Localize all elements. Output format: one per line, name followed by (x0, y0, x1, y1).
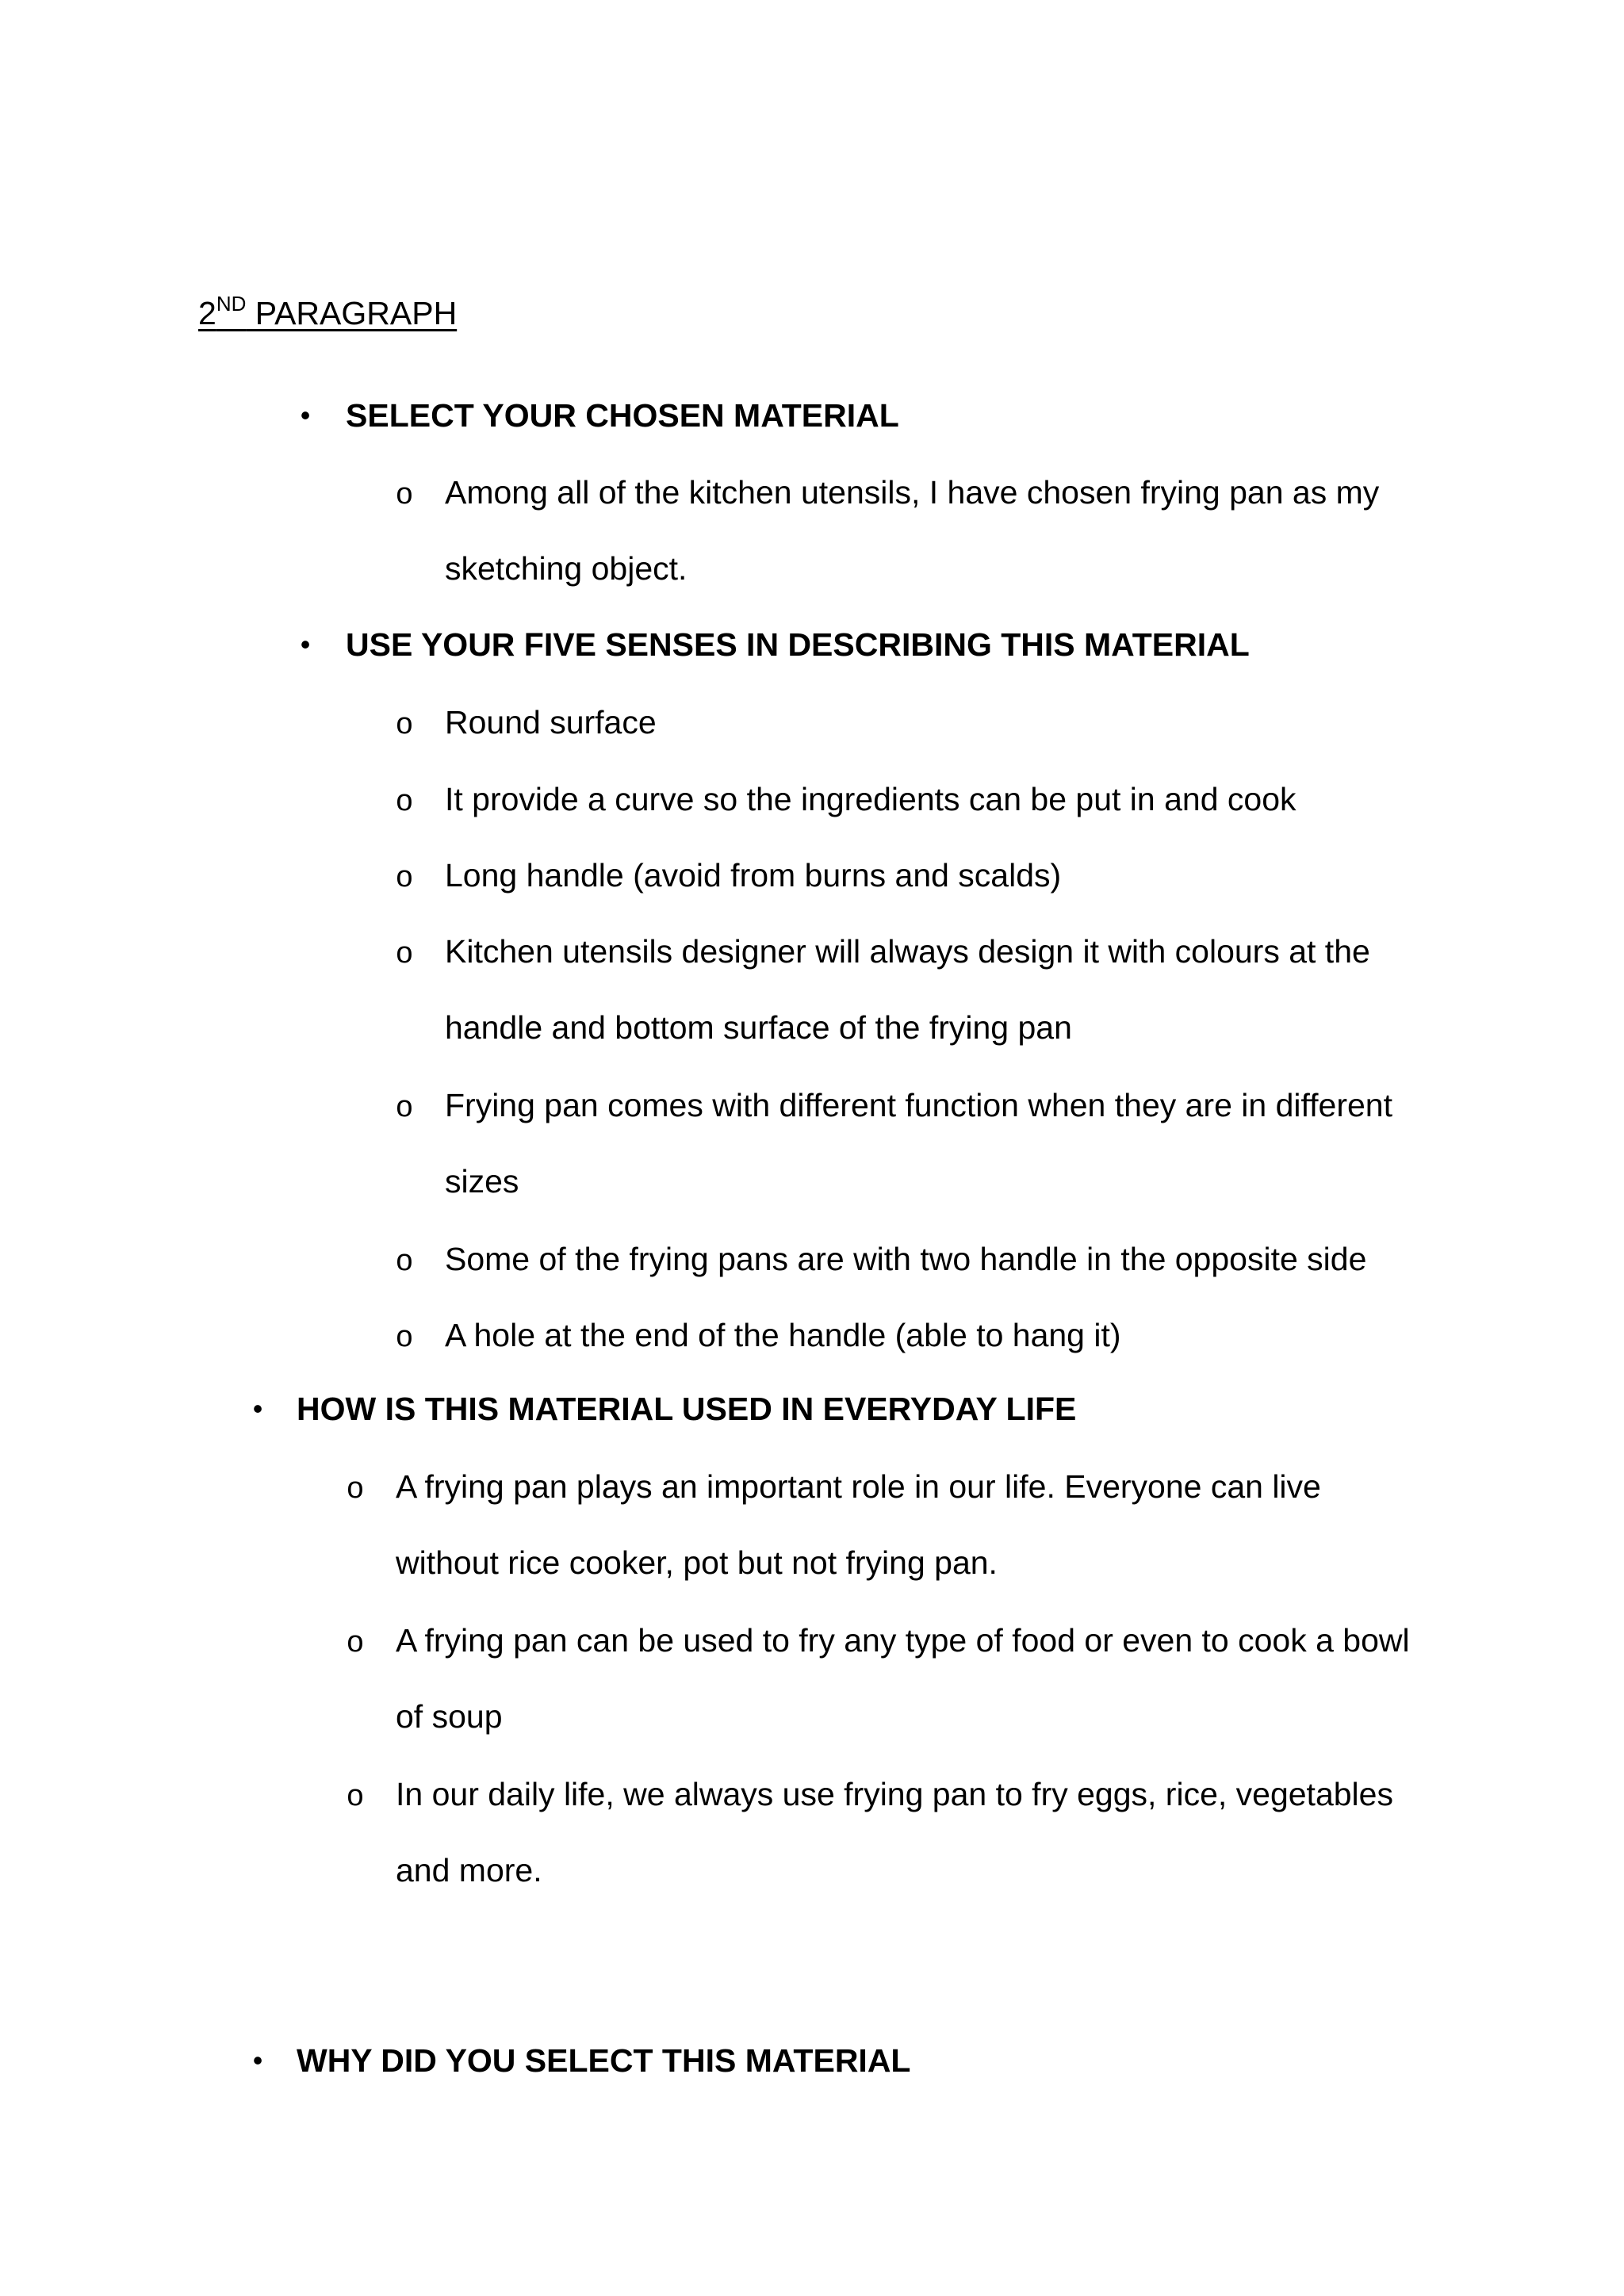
sub-bullet-icon: o (396, 1244, 413, 1277)
section-title: USE YOUR FIVE SENSES IN DESCRIBING THIS MATERIAL (346, 626, 1250, 663)
list-item-text: Some of the frying pans are with two handle in the opposite side (445, 1241, 1367, 1277)
bullet-icon: • (300, 399, 311, 431)
list-item-text: Round surface (445, 704, 657, 740)
sub-bullet-icon: o (396, 936, 413, 970)
bullet-icon: • (300, 628, 311, 660)
section-title: SELECT YOUR CHOSEN MATERIAL (346, 397, 899, 434)
sub-bullet-icon: o (347, 1471, 364, 1505)
bullet-icon: • (252, 1392, 263, 1425)
sub-bullet-icon: o (347, 1779, 364, 1812)
sub-bullet-icon: o (396, 1320, 413, 1353)
heading-prefix: 2 (198, 295, 216, 331)
list-item-text: A hole at the end of the handle (able to hang it) (445, 1317, 1121, 1353)
list-item-text: sizes (445, 1163, 519, 1200)
list-item-text: It provide a curve so the ingredients can be put in and cook (445, 781, 1297, 817)
sub-bullet-icon: o (396, 860, 413, 894)
list-item-text: Among all of the kitchen utensils, I have chosen frying pan as my (445, 474, 1380, 511)
list-item-text: Kitchen utensils designer will always design it with colours at the (445, 933, 1370, 970)
list-item-text: of soup (396, 1698, 503, 1735)
list-item-text: sketching object. (445, 550, 688, 587)
list-item-text: In our daily life, we always use frying pan to fry eggs, rice, vegetables (396, 1776, 1393, 1812)
sub-bullet-icon: o (347, 1625, 364, 1659)
page-heading (198, 292, 458, 332)
list-item-text: A frying pan plays an important role in our life. Everyone can live (396, 1468, 1321, 1505)
section-title: HOW IS THIS MATERIAL USED IN EVERYDAY LIFE (297, 1391, 1077, 1427)
list-item-text: Frying pan comes with different function when they are in different (445, 1087, 1392, 1123)
sub-bullet-icon: o (396, 707, 413, 740)
bullet-icon: • (252, 2044, 263, 2076)
sub-bullet-icon: o (396, 477, 413, 511)
list-item-text: Long handle (avoid from burns and scalds) (445, 857, 1062, 894)
list-item-text: without rice cooker, pot but not frying pan. (396, 1544, 998, 1581)
heading-superscript: ND (216, 292, 247, 316)
heading-suffix: PARAGRAPH (246, 295, 458, 331)
sub-bullet-icon: o (396, 784, 413, 817)
list-item-text: handle and bottom surface of the frying pan (445, 1009, 1072, 1046)
list-item-text: and more. (396, 1852, 542, 1888)
list-item-text: A frying pan can be used to fry any type of food or even to cook a bowl (396, 1622, 1410, 1659)
section-title: WHY DID YOU SELECT THIS MATERIAL (297, 2042, 911, 2079)
sub-bullet-icon: o (396, 1090, 413, 1123)
